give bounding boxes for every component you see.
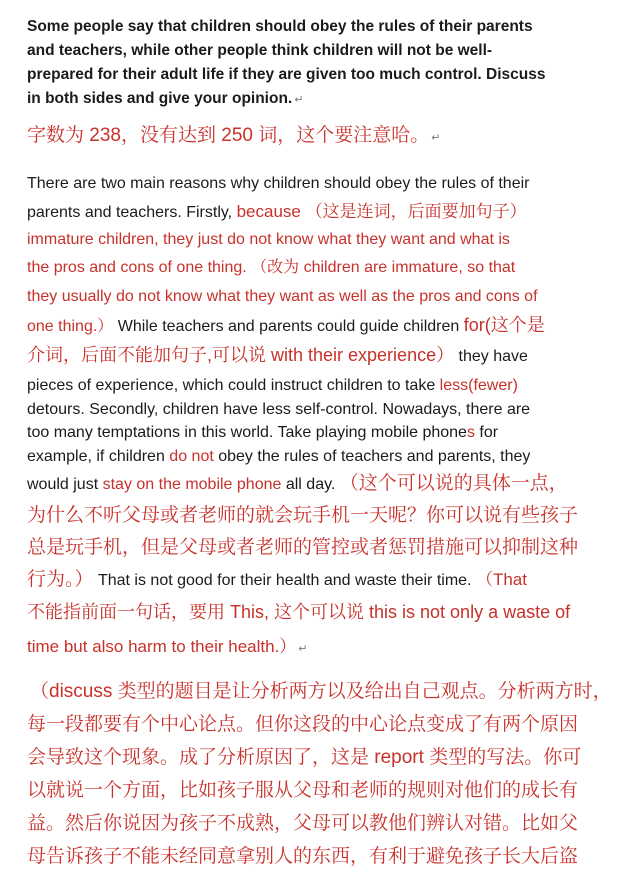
paragraph-mark: ↵ [294,94,304,106]
teacher-comment: less(fewer) [439,377,518,394]
essay-line [27,254,515,282]
essay-line [27,311,545,339]
feedback-line: 每一段都要有个中心论点。但你这段的中心论点变成了有两个原因 [27,714,579,735]
teacher-comment: stay on the mobile phone [102,476,282,493]
essay-text: There are two main reasons why children should obey the rules of their [27,175,530,192]
essay-line [27,443,530,471]
teacher-comment: （That [475,570,527,589]
essay-line [27,341,528,369]
teacher-comment: time but also harm to their health.） [27,637,297,656]
teacher-comment: the pros and cons of one thing. （改为 children are immature, so that [27,259,516,276]
essay-line [27,226,510,254]
essay-text: example, if children [27,448,170,465]
teacher-comment: they usually do not know what they want as well as the pros and cons of [27,288,538,305]
essay-text: all day. [281,476,340,493]
feedback-line: 益。然后你说因为孩子不成熟，父母可以教他们辨认对错。比如父 [27,813,579,834]
essay-line [27,198,527,226]
feedback-line: 以就说一个方面，比如孩子服从父母和老师的规则对他们的成长有 [27,780,579,801]
prompt-text: and teachers, while other people think children will not be well- [27,42,493,59]
essay-line [27,534,578,562]
essay-line [27,598,570,626]
teacher-comment: 介词，后面不能加句子,可以说 with their experience） [27,345,455,365]
teacher-comment: immature children, they just do not know what they want and what is [27,231,510,248]
prompt-text: in both sides and give your opinion. [27,90,293,107]
teacher-correction: s [466,424,475,441]
paragraph-mark: ↵ [431,132,441,144]
teacher-comment: 字数为 238，没有达到 250 词，这个要注意哈。 [27,125,430,146]
prompt-text: prepared for their adult life if they are given too much control. Discuss [27,66,546,83]
prompt-line [27,87,303,111]
teacher-comment: 总是玩手机，但是父母或者老师的管控或者惩罚措施可以抑制这种 [27,537,579,558]
teacher-comment: （这个可以说的具体一点， [339,473,568,494]
teacher-comment: 行为。） [27,569,94,590]
essay-line [27,633,308,661]
essay-text: would just [27,476,103,493]
essay-text: While teachers and parents could guide children [113,318,464,335]
prompt-text: Some people say that children should obey the rules of their parents [27,18,533,35]
essay-line [27,470,568,498]
teacher-comment: 不能指前面一句话，要用 This, 这个可以说 this is not only a waste of [27,602,571,622]
essay-text: parents and teachers. Firstly, [27,204,237,221]
essay-line [27,283,538,311]
essay-text: detours. Secondly, children have less self-control. Nowadays, there are [27,401,531,418]
essay-text: obey the rules of teachers and parents, they [213,448,531,465]
essay-text: pieces of experience, which could instruct children to take [27,377,440,394]
essay-text: they have [454,348,528,365]
prompt-line [27,15,533,39]
teacher-comment: 为什么不听父母或者老师的就会玩手机一天呢？你可以说有些孩子 [27,505,579,526]
prompt-line [27,39,492,63]
essay-line [27,566,527,594]
word-count-note [27,122,440,150]
feedback-line: （discuss 类型的题目是让分析两方以及给出自己观点。分析两方时， [30,681,612,702]
feedback-line: 母告诉孩子不能未经同意拿别人的东西，有利于避免孩子长大后盗 [27,846,579,867]
essay-text: for [474,424,499,441]
prompt-line [27,63,546,87]
teacher-comment: for(这个是 [463,315,545,335]
essay-line [27,170,529,198]
feedback-line: 会导致这个现象。成了分析原因了，这是 report 类型的写法。你可 [27,747,582,768]
teacher-correction: do not [169,448,214,465]
essay-text: That is not good for their health and waste their time. [93,572,476,589]
teacher-comment: one thing.） [27,318,114,335]
paragraph-mark: ↵ [298,643,308,655]
teacher-comment: because （这是连词，后面要加句子） [236,202,527,221]
essay-text: too many temptations in this world. Take playing mobile phone [27,424,467,441]
essay-line [27,502,578,530]
